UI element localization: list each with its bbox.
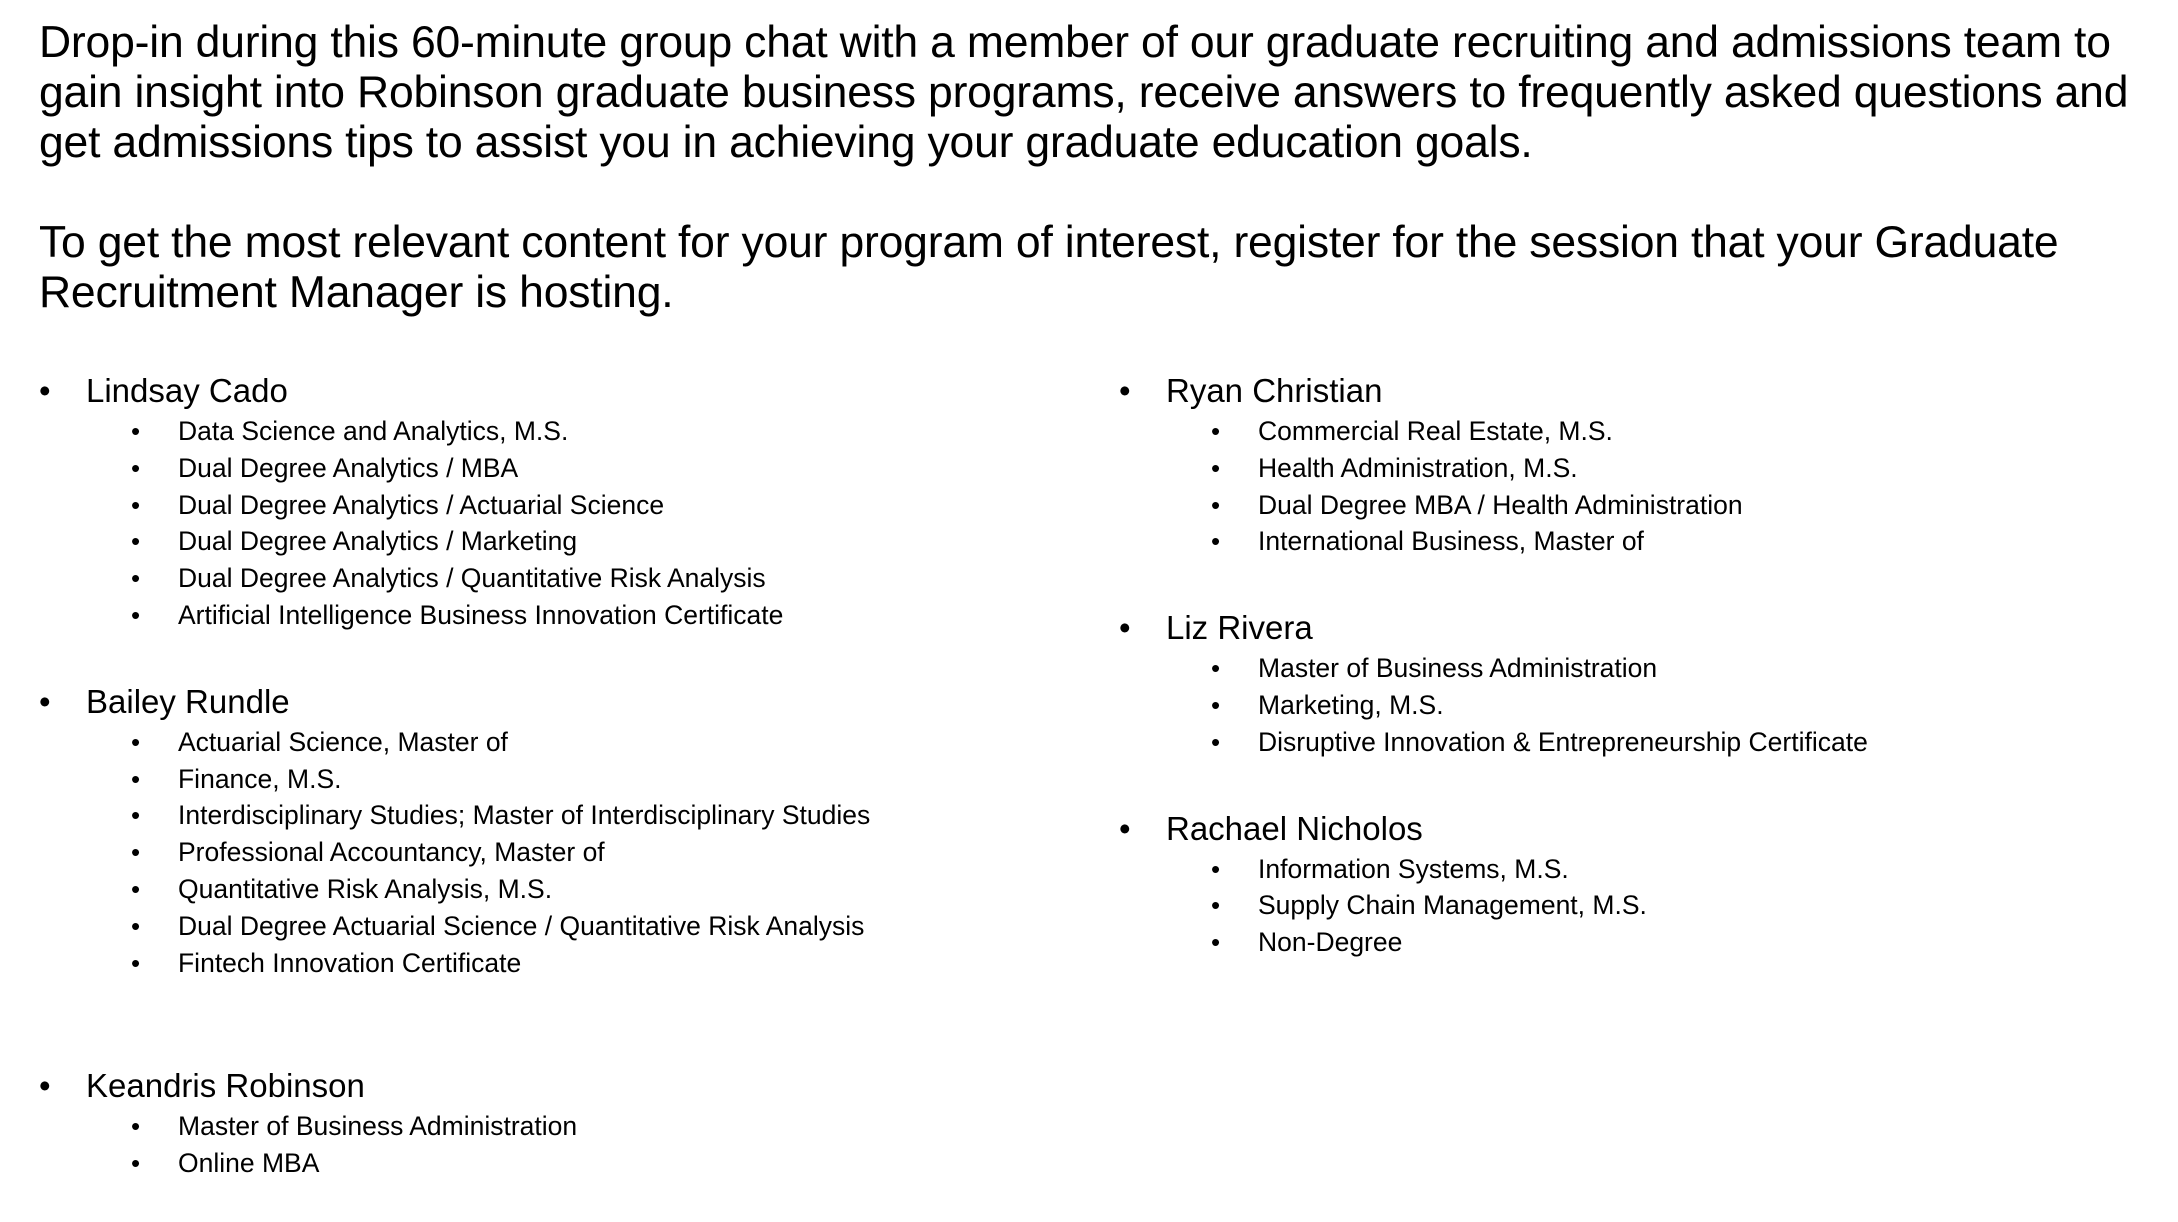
intro-paragraph-2: To get the most relevant content for your program of interest, register for the session that your Graduate Recruitment Manager is hosting. bbox=[39, 218, 2059, 317]
program-item bbox=[39, 761, 1089, 798]
program-label: Professional Accountancy, Master of bbox=[178, 837, 605, 868]
bullet-icon: • bbox=[1211, 853, 1221, 884]
bullet-icon: • bbox=[131, 1111, 141, 1142]
program-label: Marketing, M.S. bbox=[1258, 689, 1444, 720]
program-label: Quantitative Risk Analysis, M.S. bbox=[178, 873, 553, 904]
bullet-icon: • bbox=[1211, 653, 1221, 684]
program-label: Commercial Real Estate, M.S. bbox=[1258, 416, 1613, 446]
bullet-icon: • bbox=[131, 910, 141, 941]
bullet-icon: • bbox=[39, 682, 51, 720]
program-item bbox=[39, 834, 1089, 871]
program-label: Artificial Intelligence Business Innovation Certificate bbox=[178, 599, 784, 630]
program-label: Finance, M.S. bbox=[178, 763, 342, 794]
bullet-icon: • bbox=[131, 526, 141, 557]
recruiter-name-row bbox=[1119, 806, 2119, 851]
recruiter-name: Liz Rivera bbox=[1166, 609, 1313, 647]
bullet-icon: • bbox=[1119, 372, 1131, 409]
program-item bbox=[1119, 413, 2119, 450]
program-item bbox=[39, 487, 1089, 524]
bullet-icon: • bbox=[1211, 927, 1221, 958]
program-item bbox=[1119, 887, 2119, 924]
program-label: International Business, Master of bbox=[1258, 526, 1644, 557]
program-label: Health Administration, M.S. bbox=[1258, 452, 1578, 483]
program-item bbox=[1119, 724, 2119, 761]
bullet-icon: • bbox=[131, 416, 141, 446]
recruiter-liz-rivera bbox=[1119, 605, 2119, 760]
bullet-icon: • bbox=[1211, 489, 1221, 520]
recruiter-name: Ryan Christian bbox=[1166, 372, 1383, 409]
bullet-icon: • bbox=[131, 452, 141, 483]
recruiter-keandris-robinson bbox=[39, 1063, 1089, 1182]
recruiter-name-row bbox=[39, 1063, 1089, 1108]
bullet-icon: • bbox=[1211, 689, 1221, 720]
intro-paragraph-1: Drop-in during this 60-minute group chat with a member of our graduate recruiting and admissions team to gain insight into Robinson graduate business programs, receive answers to frequently asked questions and get admissions tips to assist you in achieving your graduate education goals. bbox=[39, 18, 2129, 167]
program-item bbox=[39, 450, 1089, 487]
bullet-icon: • bbox=[39, 1067, 51, 1105]
recruiter-name-row bbox=[1119, 605, 2119, 650]
recruiter-name: Keandris Robinson bbox=[86, 1067, 365, 1105]
program-list bbox=[39, 724, 1089, 982]
program-label: Disruptive Innovation & Entrepreneurship Certificate bbox=[1258, 726, 1868, 757]
program-label: Master of Business Administration bbox=[1258, 653, 1658, 684]
bullet-icon: • bbox=[1211, 890, 1221, 921]
program-label: Non-Degree bbox=[1258, 927, 1403, 958]
bullet-icon: • bbox=[131, 763, 141, 794]
bullet-icon: • bbox=[131, 1148, 141, 1179]
program-label: Interdisciplinary Studies; Master of Interdisciplinary Studies bbox=[178, 800, 871, 831]
program-item bbox=[39, 1108, 1089, 1145]
recruiter-list-right bbox=[1119, 368, 2119, 961]
program-item bbox=[39, 908, 1089, 945]
recruiter-name-row bbox=[39, 679, 1089, 724]
program-item bbox=[39, 797, 1089, 834]
bullet-icon: • bbox=[131, 837, 141, 868]
program-item bbox=[39, 871, 1089, 908]
recruiter-bailey-rundle bbox=[39, 679, 1089, 982]
recruiter-list-left bbox=[39, 368, 1089, 1182]
recruiter-name: Rachael Nicholos bbox=[1166, 809, 1423, 847]
program-label: Online MBA bbox=[178, 1148, 320, 1179]
program-label: Master of Business Administration bbox=[178, 1111, 578, 1142]
program-item bbox=[39, 597, 1089, 634]
bullet-icon: • bbox=[39, 372, 51, 409]
program-label: Dual Degree Analytics / Quantitative Risk Analysis bbox=[178, 563, 766, 594]
program-label: Data Science and Analytics, M.S. bbox=[178, 416, 569, 446]
program-label: Fintech Innovation Certificate bbox=[178, 947, 522, 978]
program-label: Supply Chain Management, M.S. bbox=[1258, 890, 1647, 921]
program-item bbox=[39, 1145, 1089, 1182]
recruiter-ryan-christian bbox=[1119, 368, 2119, 560]
bullet-icon: • bbox=[1119, 609, 1131, 647]
program-item bbox=[1119, 650, 2119, 687]
program-list bbox=[1119, 413, 2119, 560]
bullet-icon: • bbox=[131, 563, 141, 594]
program-item bbox=[39, 413, 1089, 450]
recruiter-name: Lindsay Cado bbox=[86, 372, 288, 409]
program-list bbox=[1119, 650, 2119, 760]
bullet-icon: • bbox=[1211, 452, 1221, 483]
program-label: Dual Degree Analytics / MBA bbox=[178, 452, 519, 483]
program-item bbox=[39, 724, 1089, 761]
bullet-icon: • bbox=[1211, 416, 1221, 446]
bullet-icon: • bbox=[131, 726, 141, 757]
bullet-icon: • bbox=[1211, 726, 1221, 757]
intro-text bbox=[39, 18, 2149, 318]
program-list bbox=[1119, 851, 2119, 961]
recruiter-lindsay-cado bbox=[39, 368, 1089, 634]
bullet-icon: • bbox=[131, 873, 141, 904]
program-label: Dual Degree Analytics / Actuarial Science bbox=[178, 489, 665, 520]
program-item bbox=[39, 945, 1089, 982]
program-item bbox=[1119, 523, 2119, 560]
program-label: Dual Degree Actuarial Science / Quantitative Risk Analysis bbox=[178, 910, 865, 941]
bullet-icon: • bbox=[1119, 809, 1131, 847]
program-list bbox=[39, 413, 1089, 634]
program-label: Dual Degree MBA / Health Administration bbox=[1258, 489, 1743, 520]
program-item bbox=[39, 560, 1089, 597]
bullet-icon: • bbox=[131, 489, 141, 520]
recruiter-rachael-nicholos bbox=[1119, 806, 2119, 961]
bullet-icon: • bbox=[1211, 526, 1221, 557]
program-item bbox=[1119, 687, 2119, 724]
recruiter-name-row bbox=[39, 368, 1089, 413]
program-list bbox=[39, 1108, 1089, 1182]
program-item bbox=[1119, 851, 2119, 888]
bullet-icon: • bbox=[131, 800, 141, 831]
program-label: Information Systems, M.S. bbox=[1258, 853, 1569, 884]
program-item bbox=[1119, 924, 2119, 961]
bullet-icon: • bbox=[131, 599, 141, 630]
bullet-icon: • bbox=[131, 947, 141, 978]
program-label: Dual Degree Analytics / Marketing bbox=[178, 526, 578, 557]
program-label: Actuarial Science, Master of bbox=[178, 726, 508, 757]
recruiter-name: Bailey Rundle bbox=[86, 682, 290, 720]
program-item bbox=[39, 523, 1089, 560]
program-item bbox=[1119, 450, 2119, 487]
program-item bbox=[1119, 487, 2119, 524]
recruiter-name-row bbox=[1119, 368, 2119, 413]
